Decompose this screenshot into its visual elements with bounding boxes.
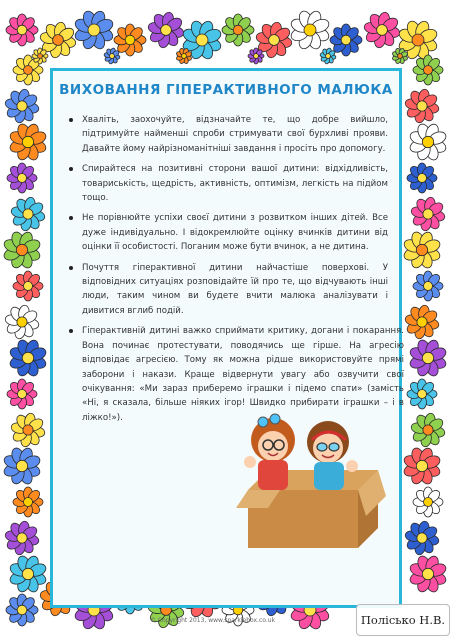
flower-icon	[248, 48, 264, 64]
flower-icon	[404, 520, 439, 555]
flower-icon	[2, 446, 41, 485]
flower-icon	[4, 520, 39, 555]
flower-icon	[10, 412, 45, 447]
flower-icon	[2, 230, 41, 269]
flower-icon	[408, 338, 447, 377]
flower-icon	[289, 9, 331, 51]
flower-icon	[10, 196, 45, 231]
flower-icon	[402, 446, 441, 485]
list-item: Спирайтеся на позитивні сторони вашої дитини: відхідливість, товариськість, щедрість, активність, оптимізм, легкість на підйом тощо.	[66, 162, 388, 205]
flower-icon	[363, 11, 400, 48]
tips-list	[66, 113, 404, 431]
flower-icon	[408, 554, 447, 593]
flower-icon	[6, 594, 38, 626]
kids-in-box-illustration	[228, 400, 388, 550]
flower-icon	[407, 379, 437, 409]
flower-icon	[410, 412, 445, 447]
flower-icon	[7, 163, 37, 193]
flower-icon	[408, 122, 447, 161]
flower-icon	[8, 554, 47, 593]
flower-icon	[8, 122, 47, 161]
flower-icon	[413, 487, 443, 517]
flower-icon	[8, 338, 47, 377]
flower-icon	[222, 14, 254, 46]
list-item: Гіперактивній дитині важко сприймати критику, догани і покарання. Вона починає протестувати, поводячись ще гірше. На агресію відповідає агресією. Тому як можна рідше використовуйте прямі заборони і накази. Краще відвернути увагу або озвучити свої очікування: «Ми зараз приберемо іграшки і підемо спати» (замість «Ні, я сказала, більше ніяких ігор! Швидко прибирати іграшки – і в ліжко!»).	[66, 324, 404, 425]
flower-icon	[404, 88, 439, 123]
flower-icon	[73, 9, 115, 51]
copyright-text: © Copyright 2013, www.sparklebox.co.uk	[150, 617, 276, 624]
flower-icon	[4, 88, 39, 123]
flower-icon	[402, 230, 441, 269]
flower-icon	[13, 271, 43, 301]
flower-icon	[4, 304, 39, 339]
flower-icon	[413, 271, 443, 301]
flower-icon	[147, 11, 184, 48]
flower-icon	[404, 304, 439, 339]
flower-icon	[407, 163, 437, 193]
flower-icon	[32, 48, 48, 64]
flower-icon	[7, 379, 37, 409]
flower-icon	[413, 55, 443, 85]
flower-icon	[13, 487, 43, 517]
list-item: Не порівнюйте успіхи своєї дитини з розвитком інших дітей. Все дуже індивідуально. І відокремлюйте оцінку вчинків дитини від оцінки її особистості. Поганим може бути вчинок, а не дитина.	[66, 211, 388, 254]
poster-title: ВИХОВАННЯ ГІПЕРАКТИВНОГО МАЛЮКА	[59, 82, 393, 98]
author-badge: Полісько Н.В.	[356, 604, 450, 636]
flower-icon	[410, 196, 445, 231]
list-item: Хваліть, заохочуйте, відзначайте те, що добре вийшло, підтримуйте найменші спроби стримувати свої бурхливі прояви. Давайте йому найрізноманітніші завдання і просіть про допомогу.	[66, 113, 388, 156]
flower-icon	[6, 14, 38, 46]
list-item: Почуття гіперактивної дитини найчастіше поверхові. У відповідних ситуаціях розповідайте їй про те, що відчувають інші люди, таким чином ви будете вчити малюка аналізувати і дивитися вглиб подій.	[66, 261, 388, 319]
